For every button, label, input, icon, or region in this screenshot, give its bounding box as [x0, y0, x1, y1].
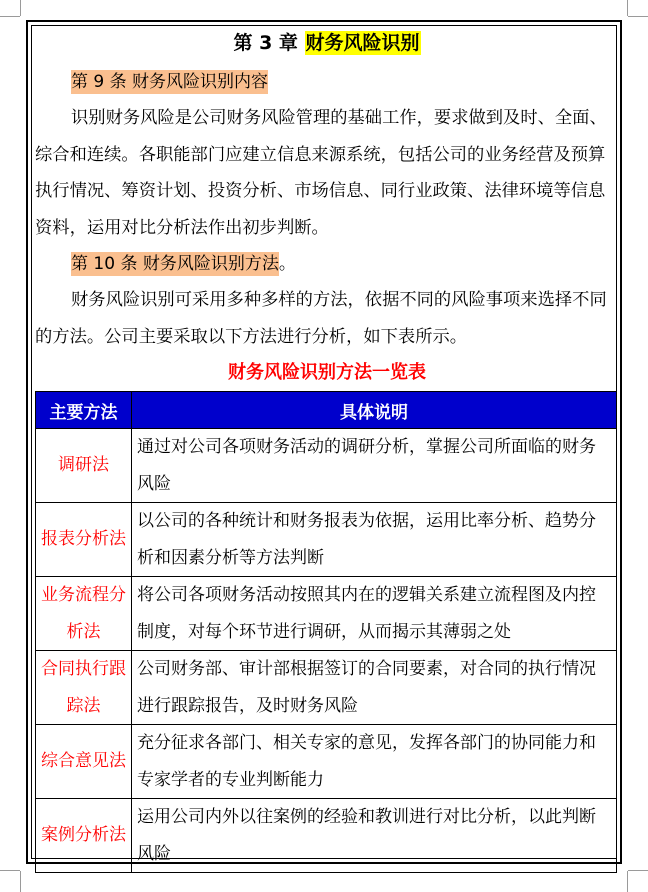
header-method: 主要方法	[36, 392, 132, 429]
document-frame	[26, 20, 622, 864]
method-cell: 综合意见法	[36, 725, 132, 799]
crop-mark	[0, 16, 20, 17]
crop-mark	[627, 871, 628, 892]
crop-mark	[628, 870, 648, 871]
chapter-title: 财务风险识别	[305, 32, 420, 54]
description-cell: 将公司各项财务活动按照其内在的逻辑关系建立流程图及内控制度，对每个环节进行调研，从而揭示其薄弱之处	[132, 577, 617, 651]
chapter-number: 第 3 章	[233, 32, 298, 54]
table-row	[36, 651, 617, 725]
crop-mark	[0, 870, 20, 871]
description-cell: 充分征求各部门、相关专家的意见，发挥各部门的协同能力和专家学者的专业判断能力	[132, 725, 617, 799]
article-10-heading: 第 10 条 财务风险识别方法	[71, 254, 279, 274]
method-cell: 案例分析法	[36, 799, 132, 873]
description-cell: 运用公司内外以往案例的经验和教训进行对比分析，以此判断风险	[132, 799, 617, 873]
method-cell: 合同执行跟踪法	[36, 651, 132, 725]
crop-mark	[20, 871, 21, 892]
article-9-heading: 第 9 条 财务风险识别内容	[71, 72, 269, 92]
methods-table	[35, 391, 617, 873]
article-10-paragraph: 财务风险识别可采用多种多样的方法，依据不同的风险事项来选择不同的方法。公司主要采取以下方法进行分析，如下表所示。	[35, 290, 607, 347]
header-description: 具体说明	[132, 392, 617, 429]
table-title: 财务风险识别方法一览表	[228, 362, 426, 383]
article-10-heading-suffix: 。	[278, 254, 296, 274]
method-cell: 报表分析法	[36, 503, 132, 577]
table-row	[36, 725, 617, 799]
table-row	[36, 503, 617, 577]
crop-mark	[20, 0, 21, 16]
description-cell: 公司财务部、审计部根据签订的合同要素，对合同的执行情况进行跟踪报告，及时财务风险	[132, 651, 617, 725]
table-row	[36, 799, 617, 873]
crop-mark	[627, 0, 628, 16]
article-heading	[35, 64, 619, 100]
description-cell: 通过对公司各项财务活动的调研分析，掌握公司所面临的财务风险	[132, 429, 617, 503]
document-content	[35, 22, 619, 873]
crop-mark	[628, 16, 648, 17]
method-cell: 调研法	[36, 429, 132, 503]
chapter-heading	[35, 22, 619, 64]
article-9-paragraph: 识别财务风险是公司财务风险管理的基础工作，要求做到及时、全面、综合和连续。各职能部门应建立信息来源系统，包括公司的业务经营及预算执行情况、筹资计划、投资分析、市场信息、同行业政策、法律环境等信息资料，运用对比分析法作出初步判断。	[35, 108, 607, 238]
description-cell: 以公司的各种统计和财务报表为依据，运用比率分析、趋势分析和因素分析等方法判断	[132, 503, 617, 577]
article-heading	[35, 246, 619, 282]
table-row	[36, 429, 617, 503]
method-cell: 业务流程分析法	[36, 577, 132, 651]
table-row	[36, 577, 617, 651]
table-header-row	[36, 392, 617, 429]
